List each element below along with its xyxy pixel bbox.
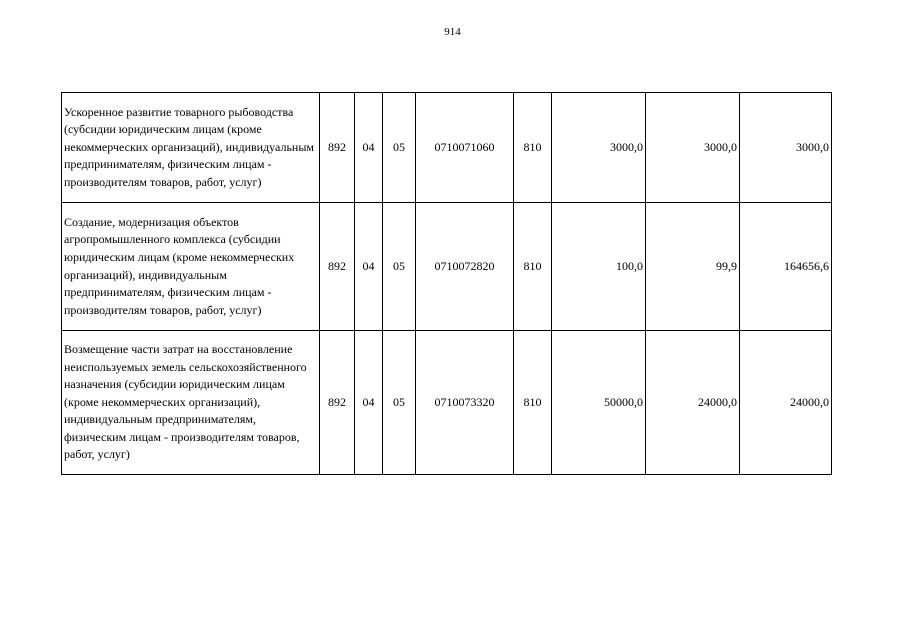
section-code-cell: 04: [355, 93, 383, 203]
target-article-cell: 0710071060: [416, 93, 514, 203]
ministry-code-cell: 892: [320, 93, 355, 203]
subsection-code-cell: 05: [383, 331, 416, 475]
expense-type-cell: 810: [514, 93, 552, 203]
ministry-code-cell: 892: [320, 203, 355, 331]
amount-cell-3: 3000,0: [740, 93, 832, 203]
amount-cell-2: 24000,0: [646, 331, 740, 475]
expense-type-cell: 810: [514, 331, 552, 475]
target-article-cell: 0710072820: [416, 203, 514, 331]
ministry-code-cell: 892: [320, 331, 355, 475]
expense-type-cell: 810: [514, 203, 552, 331]
subsection-code-cell: 05: [383, 93, 416, 203]
table-row: [62, 93, 832, 203]
description-cell: Возмещение части затрат на восстановление неиспользуемых земель сельскохозяйственного назначения (субсидии юридическим лицам (кроме некоммерческих организаций), индивидуальным предпринимателям, физическим лицам - производителям товаров, работ, услуг): [62, 331, 320, 475]
description-cell: Ускоренное развитие товарного рыбоводства (субсидии юридическим лицам (кроме некоммерческих организаций), индивидуальным предпринимателям, физическим лицам - производителям товаров, работ, услуг): [62, 93, 320, 203]
subsection-code-cell: 05: [383, 203, 416, 331]
description-cell: Создание, модернизация объектов агропромышленного комплекса (субсидии юридическим лицам (кроме некоммерческих организаций), индивидуальным предпринимателям, физическим лицам - производителям товаров, работ, услуг): [62, 203, 320, 331]
table-row: [62, 203, 832, 331]
amount-cell-2: 99,9: [646, 203, 740, 331]
amount-cell-1: 100,0: [552, 203, 646, 331]
table-row: [62, 331, 832, 475]
amount-cell-3: 164656,6: [740, 203, 832, 331]
amount-cell-3: 24000,0: [740, 331, 832, 475]
amount-cell-1: 3000,0: [552, 93, 646, 203]
target-article-cell: 0710073320: [416, 331, 514, 475]
page-number: 914: [444, 26, 461, 38]
section-code-cell: 04: [355, 331, 383, 475]
amount-cell-1: 50000,0: [552, 331, 646, 475]
section-code-cell: 04: [355, 203, 383, 331]
budget-table: [61, 92, 832, 475]
amount-cell-2: 3000,0: [646, 93, 740, 203]
